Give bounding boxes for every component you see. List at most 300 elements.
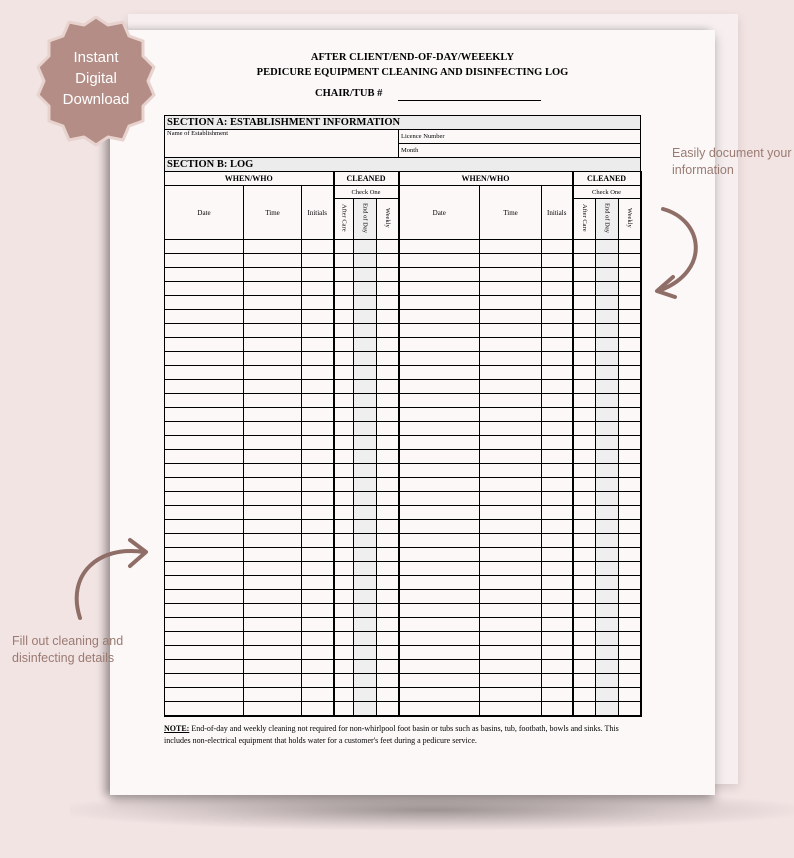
date-cell[interactable] (399, 352, 480, 366)
weekly-cell[interactable] (377, 660, 399, 674)
weekly-cell[interactable] (619, 422, 641, 436)
after-care-cell[interactable] (334, 632, 354, 646)
end-of-day-cell[interactable] (596, 352, 619, 366)
weekly-cell[interactable] (377, 310, 399, 324)
date-cell[interactable] (399, 380, 480, 394)
after-care-cell[interactable] (334, 702, 354, 717)
time-cell[interactable] (480, 436, 542, 450)
end-of-day-cell[interactable] (596, 492, 619, 506)
date-cell[interactable] (165, 520, 244, 534)
time-cell[interactable] (480, 520, 542, 534)
end-of-day-cell[interactable] (354, 520, 377, 534)
time-cell[interactable] (244, 562, 302, 576)
after-care-cell[interactable] (334, 534, 354, 548)
after-care-cell[interactable] (334, 324, 354, 338)
initials-cell[interactable] (302, 352, 334, 366)
end-of-day-cell[interactable] (596, 338, 619, 352)
date-cell[interactable] (399, 464, 480, 478)
after-care-cell[interactable] (573, 324, 596, 338)
time-cell[interactable] (244, 464, 302, 478)
initials-cell[interactable] (542, 268, 573, 282)
after-care-cell[interactable] (334, 506, 354, 520)
time-cell[interactable] (480, 492, 542, 506)
weekly-cell[interactable] (619, 240, 641, 254)
after-care-cell[interactable] (573, 478, 596, 492)
date-cell[interactable] (165, 548, 244, 562)
initials-cell[interactable] (302, 520, 334, 534)
weekly-cell[interactable] (377, 254, 399, 268)
date-cell[interactable] (165, 534, 244, 548)
after-care-cell[interactable] (334, 478, 354, 492)
time-cell[interactable] (244, 646, 302, 660)
end-of-day-cell[interactable] (354, 408, 377, 422)
weekly-cell[interactable] (377, 534, 399, 548)
date-cell[interactable] (165, 506, 244, 520)
after-care-cell[interactable] (573, 590, 596, 604)
weekly-cell[interactable] (619, 604, 641, 618)
initials-cell[interactable] (542, 394, 573, 408)
initials-cell[interactable] (542, 422, 573, 436)
initials-cell[interactable] (542, 366, 573, 380)
weekly-cell[interactable] (619, 310, 641, 324)
initials-cell[interactable] (302, 450, 334, 464)
after-care-cell[interactable] (573, 674, 596, 688)
end-of-day-cell[interactable] (596, 646, 619, 660)
time-cell[interactable] (244, 352, 302, 366)
time-cell[interactable] (480, 282, 542, 296)
initials-cell[interactable] (542, 576, 573, 590)
time-cell[interactable] (244, 618, 302, 632)
after-care-cell[interactable] (573, 618, 596, 632)
initials-cell[interactable] (302, 576, 334, 590)
after-care-cell[interactable] (334, 338, 354, 352)
after-care-cell[interactable] (573, 548, 596, 562)
after-care-cell[interactable] (573, 646, 596, 660)
initials-cell[interactable] (302, 534, 334, 548)
time-cell[interactable] (480, 310, 542, 324)
weekly-cell[interactable] (619, 590, 641, 604)
after-care-cell[interactable] (334, 282, 354, 296)
date-cell[interactable] (165, 436, 244, 450)
end-of-day-cell[interactable] (354, 436, 377, 450)
time-cell[interactable] (480, 394, 542, 408)
date-cell[interactable] (165, 604, 244, 618)
after-care-cell[interactable] (334, 394, 354, 408)
weekly-cell[interactable] (377, 478, 399, 492)
after-care-cell[interactable] (334, 352, 354, 366)
end-of-day-cell[interactable] (354, 562, 377, 576)
initials-cell[interactable] (302, 604, 334, 618)
weekly-cell[interactable] (377, 506, 399, 520)
weekly-cell[interactable] (619, 436, 641, 450)
end-of-day-cell[interactable] (596, 548, 619, 562)
after-care-cell[interactable] (573, 240, 596, 254)
after-care-cell[interactable] (334, 464, 354, 478)
time-cell[interactable] (480, 366, 542, 380)
end-of-day-cell[interactable] (596, 590, 619, 604)
end-of-day-cell[interactable] (596, 450, 619, 464)
initials-cell[interactable] (542, 618, 573, 632)
time-cell[interactable] (480, 702, 542, 717)
end-of-day-cell[interactable] (596, 618, 619, 632)
initials-cell[interactable] (302, 282, 334, 296)
weekly-cell[interactable] (377, 422, 399, 436)
end-of-day-cell[interactable] (354, 254, 377, 268)
date-cell[interactable] (399, 604, 480, 618)
initials-cell[interactable] (542, 240, 573, 254)
initials-cell[interactable] (542, 702, 573, 717)
end-of-day-cell[interactable] (354, 324, 377, 338)
date-cell[interactable] (399, 562, 480, 576)
date-cell[interactable] (165, 240, 244, 254)
end-of-day-cell[interactable] (354, 702, 377, 717)
time-cell[interactable] (480, 562, 542, 576)
time-cell[interactable] (480, 632, 542, 646)
date-cell[interactable] (165, 618, 244, 632)
end-of-day-cell[interactable] (596, 366, 619, 380)
date-cell[interactable] (399, 268, 480, 282)
weekly-cell[interactable] (377, 702, 399, 717)
time-cell[interactable] (480, 604, 542, 618)
time-cell[interactable] (244, 380, 302, 394)
time-cell[interactable] (244, 450, 302, 464)
initials-cell[interactable] (542, 548, 573, 562)
time-cell[interactable] (480, 478, 542, 492)
end-of-day-cell[interactable] (354, 590, 377, 604)
after-care-cell[interactable] (573, 492, 596, 506)
weekly-cell[interactable] (619, 338, 641, 352)
date-cell[interactable] (165, 450, 244, 464)
after-care-cell[interactable] (334, 366, 354, 380)
after-care-cell[interactable] (573, 338, 596, 352)
date-cell[interactable] (165, 310, 244, 324)
initials-cell[interactable] (302, 310, 334, 324)
after-care-cell[interactable] (573, 310, 596, 324)
time-cell[interactable] (480, 660, 542, 674)
date-cell[interactable] (399, 520, 480, 534)
end-of-day-cell[interactable] (596, 422, 619, 436)
after-care-cell[interactable] (573, 408, 596, 422)
initials-cell[interactable] (302, 268, 334, 282)
weekly-cell[interactable] (619, 394, 641, 408)
end-of-day-cell[interactable] (354, 282, 377, 296)
after-care-cell[interactable] (573, 702, 596, 717)
time-cell[interactable] (244, 338, 302, 352)
weekly-cell[interactable] (377, 394, 399, 408)
initials-cell[interactable] (302, 618, 334, 632)
time-cell[interactable] (480, 534, 542, 548)
time-cell[interactable] (480, 422, 542, 436)
end-of-day-cell[interactable] (596, 380, 619, 394)
weekly-cell[interactable] (619, 576, 641, 590)
weekly-cell[interactable] (619, 548, 641, 562)
time-cell[interactable] (480, 506, 542, 520)
date-cell[interactable] (399, 338, 480, 352)
date-cell[interactable] (399, 702, 480, 717)
after-care-cell[interactable] (334, 604, 354, 618)
initials-cell[interactable] (302, 646, 334, 660)
initials-cell[interactable] (542, 254, 573, 268)
weekly-cell[interactable] (377, 268, 399, 282)
time-cell[interactable] (244, 660, 302, 674)
date-cell[interactable] (399, 310, 480, 324)
after-care-cell[interactable] (334, 520, 354, 534)
end-of-day-cell[interactable] (354, 450, 377, 464)
weekly-cell[interactable] (619, 632, 641, 646)
date-cell[interactable] (399, 408, 480, 422)
initials-cell[interactable] (542, 660, 573, 674)
initials-cell[interactable] (542, 310, 573, 324)
weekly-cell[interactable] (619, 702, 641, 717)
time-cell[interactable] (480, 646, 542, 660)
weekly-cell[interactable] (619, 324, 641, 338)
weekly-cell[interactable] (377, 380, 399, 394)
after-care-cell[interactable] (334, 408, 354, 422)
initials-cell[interactable] (302, 674, 334, 688)
end-of-day-cell[interactable] (596, 436, 619, 450)
end-of-day-cell[interactable] (596, 268, 619, 282)
time-cell[interactable] (244, 548, 302, 562)
weekly-cell[interactable] (619, 660, 641, 674)
end-of-day-cell[interactable] (596, 632, 619, 646)
after-care-cell[interactable] (334, 674, 354, 688)
end-of-day-cell[interactable] (596, 464, 619, 478)
month-field[interactable] (399, 144, 641, 158)
weekly-cell[interactable] (619, 408, 641, 422)
after-care-cell[interactable] (573, 464, 596, 478)
end-of-day-cell[interactable] (354, 394, 377, 408)
end-of-day-cell[interactable] (354, 338, 377, 352)
initials-cell[interactable] (542, 534, 573, 548)
date-cell[interactable] (399, 254, 480, 268)
weekly-cell[interactable] (377, 520, 399, 534)
end-of-day-cell[interactable] (354, 632, 377, 646)
date-cell[interactable] (165, 352, 244, 366)
time-cell[interactable] (244, 422, 302, 436)
initials-cell[interactable] (302, 254, 334, 268)
initials-cell[interactable] (302, 632, 334, 646)
initials-cell[interactable] (542, 520, 573, 534)
weekly-cell[interactable] (377, 548, 399, 562)
date-cell[interactable] (399, 240, 480, 254)
time-cell[interactable] (244, 478, 302, 492)
end-of-day-cell[interactable] (354, 492, 377, 506)
after-care-cell[interactable] (334, 268, 354, 282)
weekly-cell[interactable] (377, 674, 399, 688)
end-of-day-cell[interactable] (596, 324, 619, 338)
initials-cell[interactable] (302, 296, 334, 310)
weekly-cell[interactable] (619, 478, 641, 492)
initials-cell[interactable] (542, 478, 573, 492)
time-cell[interactable] (244, 702, 302, 717)
end-of-day-cell[interactable] (596, 478, 619, 492)
initials-cell[interactable] (302, 380, 334, 394)
after-care-cell[interactable] (573, 254, 596, 268)
after-care-cell[interactable] (573, 352, 596, 366)
initials-cell[interactable] (302, 702, 334, 717)
date-cell[interactable] (165, 464, 244, 478)
end-of-day-cell[interactable] (354, 478, 377, 492)
time-cell[interactable] (244, 268, 302, 282)
end-of-day-cell[interactable] (354, 422, 377, 436)
end-of-day-cell[interactable] (354, 576, 377, 590)
after-care-cell[interactable] (334, 548, 354, 562)
time-cell[interactable] (480, 240, 542, 254)
initials-cell[interactable] (542, 296, 573, 310)
date-cell[interactable] (399, 366, 480, 380)
after-care-cell[interactable] (573, 576, 596, 590)
licence-number-field[interactable] (399, 130, 641, 144)
after-care-cell[interactable] (573, 506, 596, 520)
date-cell[interactable] (165, 702, 244, 717)
initials-cell[interactable] (542, 436, 573, 450)
date-cell[interactable] (399, 618, 480, 632)
end-of-day-cell[interactable] (354, 366, 377, 380)
weekly-cell[interactable] (377, 464, 399, 478)
date-cell[interactable] (165, 422, 244, 436)
time-cell[interactable] (244, 632, 302, 646)
date-cell[interactable] (399, 394, 480, 408)
end-of-day-cell[interactable] (596, 702, 619, 717)
date-cell[interactable] (165, 408, 244, 422)
end-of-day-cell[interactable] (596, 604, 619, 618)
date-cell[interactable] (165, 254, 244, 268)
end-of-day-cell[interactable] (596, 310, 619, 324)
date-cell[interactable] (399, 548, 480, 562)
end-of-day-cell[interactable] (596, 240, 619, 254)
after-care-cell[interactable] (334, 660, 354, 674)
date-cell[interactable] (165, 394, 244, 408)
initials-cell[interactable] (302, 548, 334, 562)
end-of-day-cell[interactable] (354, 548, 377, 562)
initials-cell[interactable] (302, 366, 334, 380)
end-of-day-cell[interactable] (354, 618, 377, 632)
time-cell[interactable] (480, 338, 542, 352)
after-care-cell[interactable] (334, 436, 354, 450)
date-cell[interactable] (399, 282, 480, 296)
date-cell[interactable] (399, 646, 480, 660)
initials-cell[interactable] (542, 450, 573, 464)
time-cell[interactable] (244, 590, 302, 604)
date-cell[interactable] (165, 660, 244, 674)
end-of-day-cell[interactable] (596, 296, 619, 310)
weekly-cell[interactable] (619, 282, 641, 296)
time-cell[interactable] (244, 240, 302, 254)
time-cell[interactable] (480, 618, 542, 632)
weekly-cell[interactable] (619, 618, 641, 632)
end-of-day-cell[interactable] (354, 464, 377, 478)
date-cell[interactable] (165, 492, 244, 506)
initials-cell[interactable] (542, 590, 573, 604)
after-care-cell[interactable] (573, 422, 596, 436)
time-cell[interactable] (244, 674, 302, 688)
date-cell[interactable] (399, 632, 480, 646)
time-cell[interactable] (244, 604, 302, 618)
time-cell[interactable] (244, 520, 302, 534)
initials-cell[interactable] (542, 282, 573, 296)
after-care-cell[interactable] (573, 282, 596, 296)
time-cell[interactable] (244, 310, 302, 324)
initials-cell[interactable] (542, 380, 573, 394)
weekly-cell[interactable] (619, 268, 641, 282)
time-cell[interactable] (480, 324, 542, 338)
initials-cell[interactable] (542, 338, 573, 352)
time-cell[interactable] (244, 436, 302, 450)
time-cell[interactable] (480, 464, 542, 478)
chair-number-field[interactable] (398, 100, 541, 101)
after-care-cell[interactable] (573, 660, 596, 674)
end-of-day-cell[interactable] (596, 576, 619, 590)
time-cell[interactable] (244, 408, 302, 422)
time-cell[interactable] (244, 366, 302, 380)
time-cell[interactable] (244, 506, 302, 520)
end-of-day-cell[interactable] (596, 660, 619, 674)
date-cell[interactable] (399, 478, 480, 492)
after-care-cell[interactable] (573, 562, 596, 576)
initials-cell[interactable] (302, 506, 334, 520)
time-cell[interactable] (244, 324, 302, 338)
date-cell[interactable] (165, 366, 244, 380)
initials-cell[interactable] (542, 632, 573, 646)
initials-cell[interactable] (542, 408, 573, 422)
time-cell[interactable] (480, 688, 542, 702)
time-cell[interactable] (244, 576, 302, 590)
weekly-cell[interactable] (619, 352, 641, 366)
end-of-day-cell[interactable] (354, 604, 377, 618)
initials-cell[interactable] (302, 688, 334, 702)
time-cell[interactable] (480, 352, 542, 366)
date-cell[interactable] (165, 688, 244, 702)
date-cell[interactable] (399, 324, 480, 338)
time-cell[interactable] (244, 296, 302, 310)
after-care-cell[interactable] (334, 492, 354, 506)
date-cell[interactable] (165, 674, 244, 688)
weekly-cell[interactable] (377, 324, 399, 338)
after-care-cell[interactable] (573, 380, 596, 394)
initials-cell[interactable] (302, 240, 334, 254)
after-care-cell[interactable] (573, 394, 596, 408)
initials-cell[interactable] (542, 646, 573, 660)
date-cell[interactable] (165, 576, 244, 590)
date-cell[interactable] (165, 324, 244, 338)
end-of-day-cell[interactable] (354, 660, 377, 674)
weekly-cell[interactable] (619, 464, 641, 478)
weekly-cell[interactable] (377, 450, 399, 464)
initials-cell[interactable] (302, 464, 334, 478)
after-care-cell[interactable] (573, 436, 596, 450)
weekly-cell[interactable] (377, 562, 399, 576)
weekly-cell[interactable] (377, 576, 399, 590)
initials-cell[interactable] (302, 324, 334, 338)
after-care-cell[interactable] (573, 366, 596, 380)
initials-cell[interactable] (542, 324, 573, 338)
weekly-cell[interactable] (619, 688, 641, 702)
initials-cell[interactable] (302, 436, 334, 450)
weekly-cell[interactable] (377, 590, 399, 604)
initials-cell[interactable] (302, 422, 334, 436)
initials-cell[interactable] (542, 674, 573, 688)
initials-cell[interactable] (302, 562, 334, 576)
initials-cell[interactable] (542, 352, 573, 366)
date-cell[interactable] (399, 534, 480, 548)
time-cell[interactable] (244, 534, 302, 548)
time-cell[interactable] (244, 254, 302, 268)
weekly-cell[interactable] (619, 492, 641, 506)
initials-cell[interactable] (302, 478, 334, 492)
weekly-cell[interactable] (619, 562, 641, 576)
after-care-cell[interactable] (573, 520, 596, 534)
weekly-cell[interactable] (619, 506, 641, 520)
